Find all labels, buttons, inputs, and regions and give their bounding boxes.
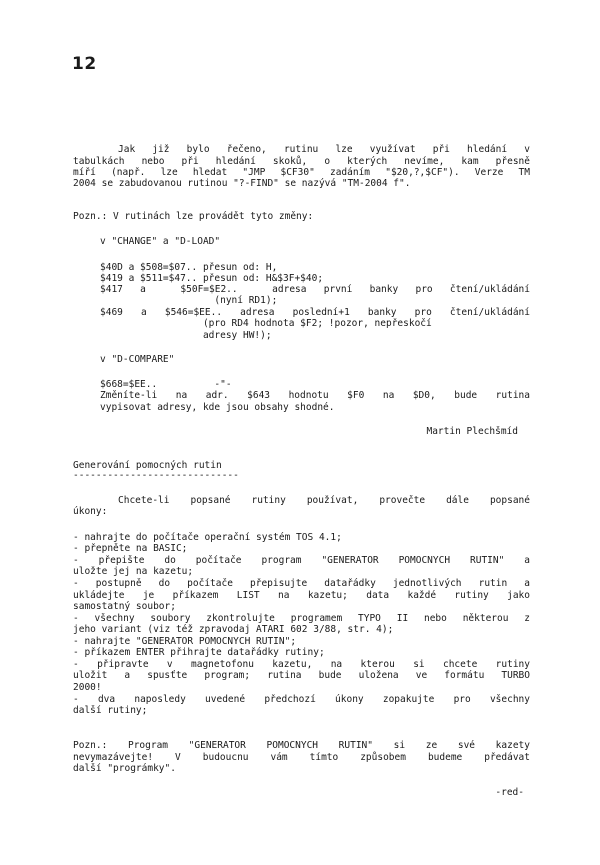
step-line: - postupně do počítače přepisujte datařádky jednotlivých rutin a [73,578,530,589]
step-line: uložte jej na kazetu; [73,566,194,577]
note-line: další "prográmky". [73,763,176,774]
heading-rule: ----------------------------- [73,470,239,481]
step-line: - nahrajte do počítače operační systém TOS 4.1; [73,532,342,543]
step-line: jeho variant (viz též zpravodaj ATARI 602 3/88, str. 4); [73,624,394,635]
note-line: Pozn.: Program "GENERATOR POMOCNYCH RUTIN" si ze své kazety [73,740,530,751]
intro-line: 2004 se zabudovanou rutinou "?-FIND" se nazývá "TM-2004 f". [73,178,411,189]
author-signature: -red- [495,787,524,798]
step-line: 2000! [73,682,102,693]
change-line: adresy HW!); [100,330,272,341]
change-line: $469 a $546=$EE.. adresa poslední+1 banky pro čtení/ukládání [100,307,530,318]
section-heading: Generování pomocných rutin [73,460,222,471]
step-line: - přepište do počítače program "GENERATOR POMOCNYCH RUTIN" a [73,555,530,566]
step-line: uložit a spusťte program; rutina bude uložena ve formátu TURBO [73,670,530,681]
author-signature: Martin Plechšmíd [426,426,518,437]
step-line: ukládejte je příkazem LIST na kazetu; data každé rutiny jako [73,590,530,601]
change-line: $419 a $511=$47.. přesun od: H&$3F+$40; [100,273,324,284]
step-line: - dva naposledy uvedené předchozí úkony zopakujte pro všechny [73,694,530,705]
pozn-heading: Pozn.: V rutinách lze provádět tyto změny: [73,211,314,222]
step-line: - všechny soubory zkontrolujte programem TYPO II nebo některou z [73,613,530,624]
change-line: $40D a $508=$07.. přesun od: H, [100,262,278,273]
compare-line: Změníte-li na adr. $643 hodnotu $F0 na $D0, bude rutina [100,390,530,401]
intro-line: tabulkách nebo při hledání skoků, o kterých nevíme, kam přesně [73,156,530,167]
step-line: - připravte v magnetofonu kazetu, na kterou si chcete rutiny [73,659,530,670]
intro-line: míří (např. lze hledat "JMP $CF30" zadáním "$20,?,$CF"). Verze TM [73,167,530,178]
page-number: 12 [72,54,97,74]
change-line: (nyní RD1); [100,295,278,306]
change-line: (pro RD4 hodnota $F2; !pozor, nepřeskočí [100,318,432,329]
note-line: nevymazávejte! V budoucnu vám tímto způsobem budeme předávat [73,752,530,763]
change-line: $417 a $50F=$E2.. adresa první banky pro čtení/ukládání [100,284,530,295]
section-change: v "CHANGE" a "D-LOAD" [100,236,221,247]
step-line: - přepněte na BASIC; [73,543,188,554]
step-line: další rutiny; [73,705,148,716]
intro-line: Jak již bylo řečeno, rutinu lze využívat při hledání v [118,144,530,155]
section-compare: v "D-COMPARE" [100,354,175,365]
step-line: samostatný soubor; [73,601,176,612]
compare-line: vypisovat adresy, kde jsou obsahy shodné. [100,402,335,413]
para-line: Chcete-li popsané rutiny používat, provečte dále popsané [118,495,530,506]
compare-line: $668=$EE.. -"- [100,379,232,390]
step-line: - příkazem ENTER přihrajte datařádky rutiny; [73,647,325,658]
para-line: úkony: [73,506,108,517]
step-line: - nahrajte "GENERATOR POMOCNYCH RUTIN"; [73,636,297,647]
